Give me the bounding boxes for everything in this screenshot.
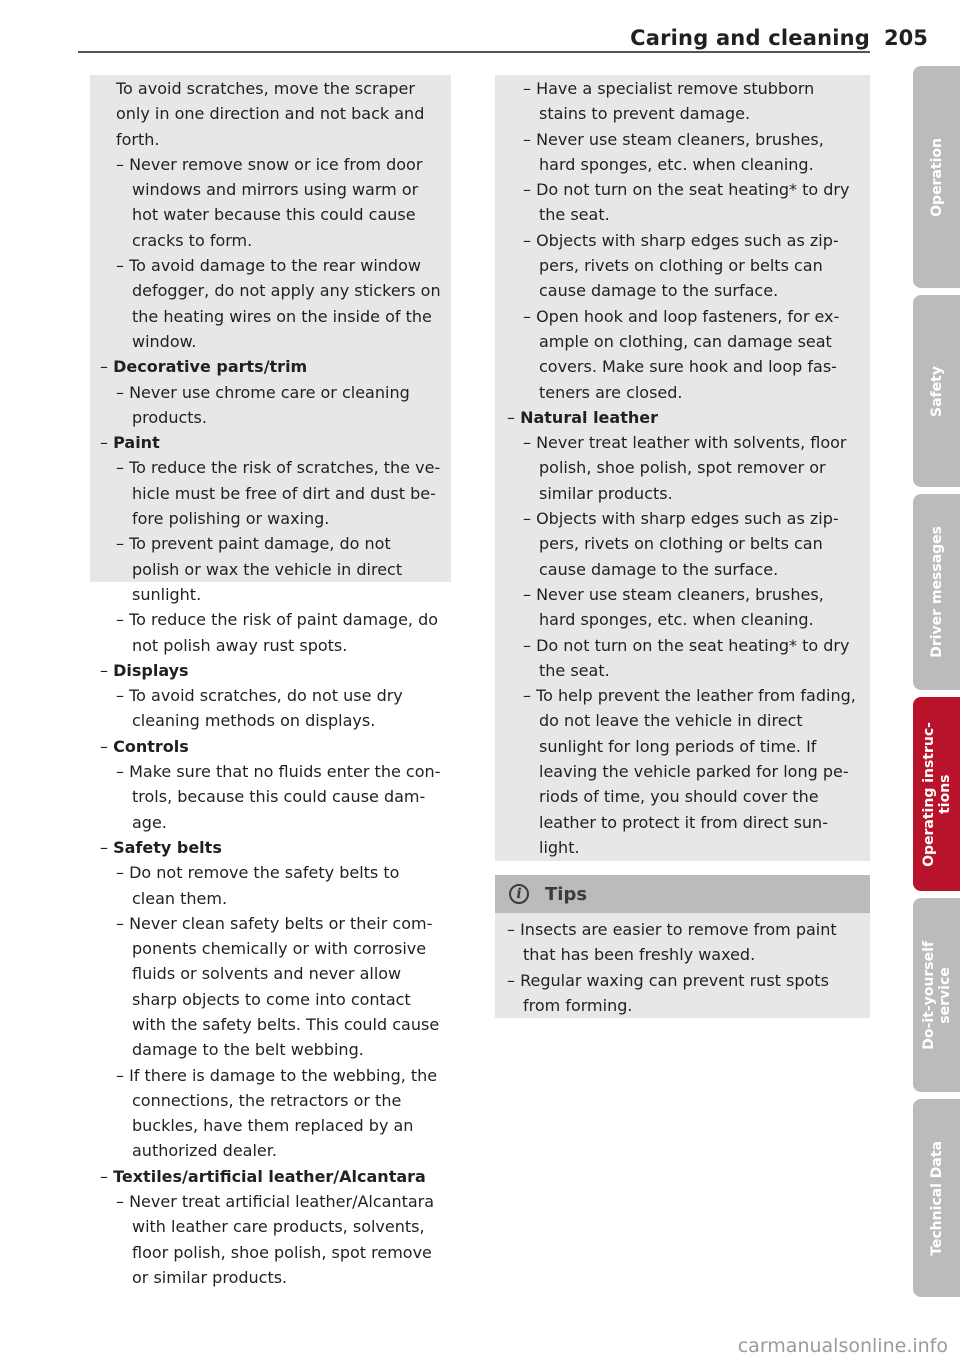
bullet-item: – To avoid scratches, do not use dry cleaning methods on displays. <box>116 686 403 731</box>
tab-technical-data[interactable] <box>913 1099 960 1297</box>
section-heading <box>100 1164 441 1189</box>
bullet-item: – To prevent paint damage, do not polish or wax the vehicle in direct sunlight. <box>116 534 403 604</box>
tips-title: Tips <box>545 883 588 905</box>
section-heading <box>100 658 441 683</box>
bullet-item: – Never use chrome care or cleaning products. <box>116 382 410 427</box>
tab-operating-instructions[interactable] <box>913 697 960 891</box>
tab-label: Driver messages <box>928 526 945 658</box>
bullet-dash: – <box>100 736 114 756</box>
bullet-item: – Do not turn on the seat heating* to dry the seat. <box>523 635 850 680</box>
tips-header <box>495 875 870 913</box>
page-number: 205 <box>884 26 928 50</box>
bullet-dash: – <box>100 1166 114 1186</box>
tips-item: – Insects are easier to remove from paint that has been freshly waxed. <box>507 920 837 965</box>
bullet-item: – Do not remove the safety belts to clean them. <box>116 863 400 908</box>
tab-label: Do-it-yourself service <box>920 940 953 1050</box>
bullet-item: – To reduce the risk of paint damage, do not polish away rust spots. <box>116 610 439 655</box>
heading-text: Paint <box>113 433 160 453</box>
bullet-item: – Never use steam cleaners, brushes, hard sponges, etc. when cleaning. <box>523 129 824 174</box>
tab-label: Operation <box>928 137 945 217</box>
bullet-item: – Have a specialist remove stubborn stains to prevent damage. <box>523 79 815 124</box>
bullet-dash: – <box>100 357 114 377</box>
bullet-item: – Make sure that no fluids enter the controls, because this could cause damage. <box>116 762 441 832</box>
bullet-item: – Never remove snow or ice from door windows and mirrors using warm or hot water because this could cause cracks to form. <box>116 154 423 250</box>
tab-label: Operating instruc- tions <box>920 721 953 867</box>
tab-driver-messages[interactable] <box>913 494 960 690</box>
heading-text: Natural leather <box>520 407 658 427</box>
watermark: carmanualsonline.info <box>737 1335 948 1357</box>
heading-text: Displays <box>113 660 189 680</box>
heading-text: Safety belts <box>113 837 222 857</box>
section-heading <box>100 430 441 455</box>
tips-item: – Regular waxing can prevent rust spots from forming. <box>507 970 829 1015</box>
header-divider <box>78 51 870 53</box>
tab-operation[interactable] <box>913 66 960 288</box>
section-heading <box>100 734 441 759</box>
heading-text: Textiles/artificial leather/Alcantara <box>113 1166 426 1186</box>
section-heading <box>100 835 441 860</box>
bullet-item: – Objects with sharp edges such as zippers, rivets on clothing or belts can cause damage to the surface. <box>523 509 839 579</box>
bullet-dash: – <box>100 660 114 680</box>
bullet-item: – Objects with sharp edges such as zippers, rivets on clothing or belts can cause damage to the surface. <box>523 230 839 301</box>
heading-text: Decorative parts/trim <box>113 357 308 377</box>
tab-label: Safety <box>928 365 945 417</box>
tips-body <box>495 913 870 1018</box>
left-column-panel <box>90 75 451 1287</box>
right-column-panel <box>495 75 870 861</box>
bullet-item: – Do not turn on the seat heating* to dry the seat. <box>523 180 850 225</box>
heading-text: Controls <box>113 736 189 756</box>
bullet-item: – Never treat leather with solvents, floor polish, shoe polish, spot remover or similar products. <box>523 433 847 503</box>
section-title: Caring and cleaning <box>630 26 870 50</box>
bullet-item: – Never clean safety belts or their components chemically or with corrosive fluids or solvents and never allow sharp objects to come into contact with the safety belts. This could cause damage to the belt webbing. <box>116 913 440 1060</box>
bullet-item: – Open hook and loop fasteners, for example on clothing, can damage seat covers. Make sure hook and loop fasteners are closed. <box>523 306 840 402</box>
tab-label: Technical Data <box>928 1140 945 1256</box>
bullet-item: – To avoid damage to the rear window defogger, do not apply any stickers on the heating wires on the inside of the window. <box>116 256 441 351</box>
paragraph-continuation: To avoid scratches, move the scraper only in one direction and not back and forth. <box>116 79 425 149</box>
tab-do-it-yourself-service[interactable] <box>913 898 960 1092</box>
info-icon: i <box>509 884 529 904</box>
bullet-item: – Never use steam cleaners, brushes, hard sponges, etc. when cleaning. <box>523 584 824 630</box>
tab-safety[interactable] <box>913 295 960 487</box>
bullet-item: – If there is damage to the webbing, the connections, the retractors or the buckles, have them replaced by an authorized dealer. <box>116 1065 438 1161</box>
bullet-item: – To help prevent the leather from fading, do not leave the vehicle in direct sunlight for long periods of time. If leaving the vehicle parked for long periods of time, you should cover the leather to protect it from direct sunlight. <box>523 686 856 857</box>
bullet-item: – Never treat artificial leather/Alcantara with leather care products, solvents, floor polish, shoe polish, spot remove or similar products. <box>116 1192 435 1287</box>
bullet-dash: – <box>507 407 521 427</box>
bullet-item: – To reduce the risk of scratches, the vehicle must be free of dirt and dust before polishing or waxing. <box>116 458 441 529</box>
section-heading <box>100 354 441 379</box>
bullet-dash: – <box>100 837 114 857</box>
section-heading <box>507 405 858 430</box>
bullet-dash: – <box>100 433 114 453</box>
